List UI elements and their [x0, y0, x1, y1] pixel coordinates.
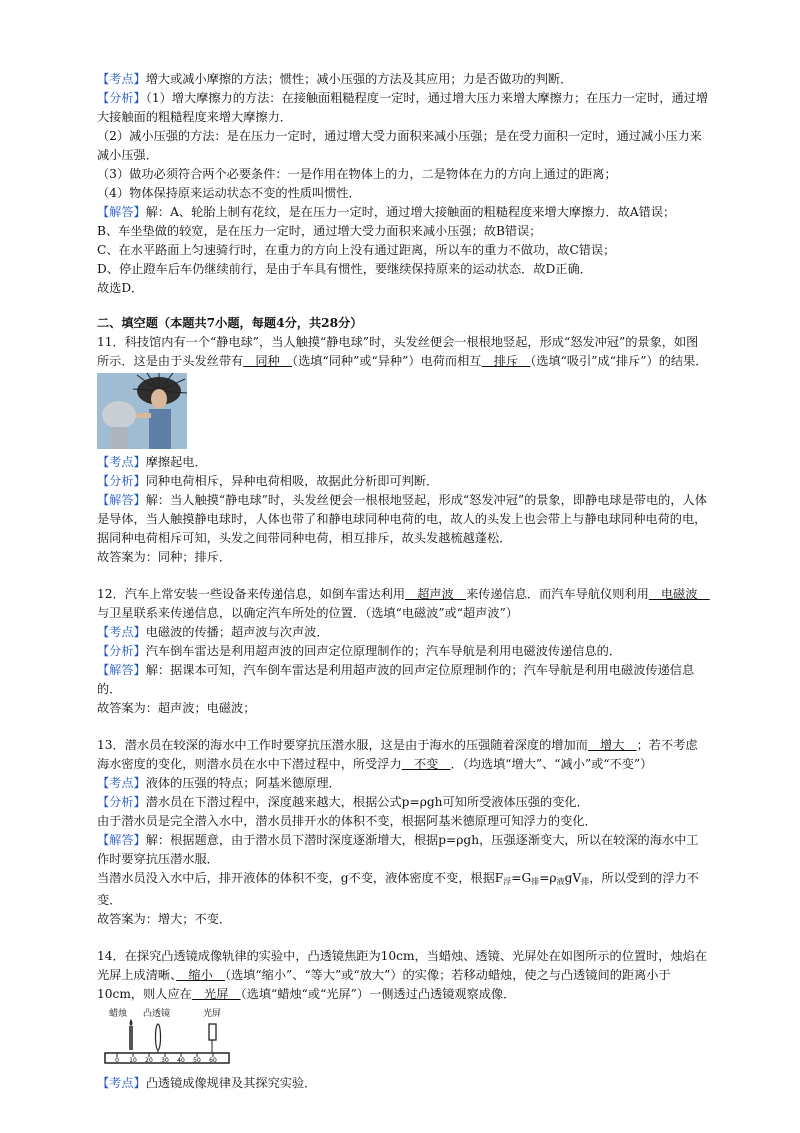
answer-text: 故答案为：超声波；电磁波；	[97, 701, 256, 715]
jieda-text: B、车坐垫做的较宽，是在压力一定时，通过增大受力面积来减小压强；故B错误；	[97, 224, 542, 238]
fenxi-text: 汽车倒车雷达是利用超声波的回声定位原理制作的；汽车导航是利用电磁波传递信息的．	[145, 644, 622, 658]
screen-label: 光屏	[203, 1009, 222, 1019]
fenxi-text: 同种电荷相斥，异种电荷相吸，故据此分析即可判断．	[145, 474, 439, 488]
jieda-text: C、在水平路面上匀速骑行时，在重力的方向上没有通过距离，所以车的重力不做功，故C错误；	[97, 243, 616, 257]
q10-solution	[97, 70, 709, 298]
fenxi-tag: 【分析】	[97, 795, 146, 809]
fenxi-tag: 【分析】	[97, 474, 146, 488]
kaodian-text: 凸透镜成像规律及其探究实验．	[145, 1076, 317, 1090]
fenxi-text: （3）做功必须符合两个必要条件：一是作用在物体上的力，二是物体在力的方向上通过的距离；	[97, 167, 617, 181]
lens-label: 凸透镜	[143, 1009, 171, 1019]
answer-blank: 缩小	[176, 968, 225, 982]
jieda-text: 解：据课本可知，汽车倒车雷达是利用超声波的回声定位原理制作的；汽车导航是利用电磁波传递信息的．	[97, 663, 695, 696]
jieda-text: 解：A、轮胎上制有花纹，是在压力一定时，通过增大接触面的粗糙程度来增大摩擦力．故A错误；	[145, 205, 676, 219]
screen-icon	[209, 1024, 216, 1054]
jieda-tag: 【解答】	[97, 205, 146, 219]
fenxi-tag: 【分析】	[97, 91, 146, 105]
fenxi-text: （4）物体保持原来运动状态不变的性质叫惯性．	[97, 186, 361, 200]
answer-blank: 光屏	[191, 987, 241, 1001]
answer-text: 故答案为：同种；排斥．	[97, 550, 232, 564]
kaodian-text: 摩擦起电．	[145, 455, 207, 469]
fenxi-text: 由于潜水员是完全潜入水中，潜水员排开水的体积不变，根据阿基米德原理可知浮力的变化．	[97, 814, 597, 828]
bench-tick-label: 50	[193, 1057, 201, 1064]
bench-tick-label: 0	[115, 1057, 119, 1064]
optical-bench-diagram	[103, 1006, 233, 1070]
answer-text: 故答案为：增大；不变．	[97, 912, 232, 926]
answer-blank: 增大	[587, 738, 637, 752]
answer-blank: 不变	[401, 757, 451, 771]
answer-blank: 超声波	[405, 587, 466, 601]
q13	[97, 736, 709, 929]
jieda-text: 当潜水员没入水中后，排开液体的体积不变，g不变，液体密度不变，根据$F_浮=G_排=\rho_液gV_排$，所以受到的浮力不变．	[97, 871, 699, 907]
jieda-tag: 【解答】	[97, 663, 146, 677]
kaodian-tag: 【考点】	[97, 1076, 146, 1090]
bench-tick-label: 40	[177, 1057, 185, 1064]
jieda-text: 解：当人触摸“静电球”时，头发丝便会一根根地竖起，形成“怒发冲冠”的景象，即静电球是带电的，人体是导体，当人触摸静电球时，人体也带了和静电球同种电荷的电，故人的头发上也会带上与静电球同种电荷的电，据同种电荷相斥可知，头发之间带同种电荷，相互排斥，故头发越梳越蓬松．	[97, 493, 707, 545]
static-electricity-photo	[97, 373, 187, 449]
q14	[97, 947, 709, 1093]
bench-tick-label: 10	[129, 1057, 137, 1064]
q12	[97, 585, 709, 718]
question-text: 14．在探究凸透镜成像轨律的实验中，凸透镜焦距为10cm，当蜡烛、透镜、光屏处在如图所示的位置时，烛焰在光屏上成清晰、 缩小 （选填“缩小”、“等大”或“放大”）的实像；若移动蜡烛，使之与凸透镜间的距离小于10cm，则人应在 光屏 （选填“蜡烛“或“光屏”）一侧透过凸透镜观察成像．	[97, 949, 708, 1001]
kaodian-tag: 【考点】	[97, 625, 146, 639]
answer-blank: 电磁波	[648, 587, 710, 601]
bench-svg	[103, 1006, 233, 1070]
kaodian-tag: 【考点】	[97, 776, 146, 790]
candle-label: 蜡烛	[109, 1009, 128, 1019]
lens-icon	[156, 1024, 161, 1054]
jieda-tag: 【解答】	[97, 493, 146, 507]
kaodian-tag: 【考点】	[97, 72, 146, 86]
kaodian-text: 液体的压强的特点；阿基米德原理．	[145, 776, 341, 790]
question-text: 11．科技馆内有一个“静电球”，当人触摸“静电球”时，头发丝便会一根根地竖起，形成“怒发冲冠”的景象，如图所示．这是由于头发丝带有 同种 （选填“同种”或“异种”）电荷而相互 排斥 （选填“吸引”成“排斥”）的结果．	[97, 335, 708, 368]
candle-icon	[129, 1019, 133, 1050]
jieda-tag: 【解答】	[97, 833, 146, 847]
document-page	[97, 70, 709, 1093]
bench-tick-label: 20	[145, 1057, 153, 1064]
q11	[97, 333, 709, 567]
question-text: 13．潜水员在较深的海水中工作时要穿抗压潜水服，这是由于海水的压强随着深度的增加而 增大 ；若不考虑海水密度的变化，则潜水员在水中下潜过程中，所受浮力 不变 ．（均选填“增大”、“减小”或“不变”）	[97, 738, 698, 771]
fenxi-text: （1）增大摩擦力的方法：在接触面粗糙程度一定时，通过增大压力来增大摩擦力；在压力一定时，通过增大接触面的粗糙程度来增大摩擦力．	[97, 91, 709, 124]
kaodian-text: 增大或减小摩擦的方法；惯性；减小压强的方法及其应用；力是否做功的判断．	[145, 72, 573, 86]
bench-tick-label: 60	[209, 1057, 217, 1064]
kaodian-tag: 【考点】	[97, 455, 146, 469]
fenxi-text: （2）减小压强的方法：是在压力一定时，通过增大受力面积来减小压强；是在受力面积一定时，通过减小压力来减小压强．	[97, 129, 702, 162]
photo-illustration	[97, 373, 187, 449]
answer-blank: 同种	[243, 354, 292, 368]
question-text: 12．汽车上常安装一些设备来传递信息，如倒车雷达利用 超声波 来传递信息．而汽车导航仪则利用 电磁波 与卫星联系来传递信息，以确定汽车所处的位置．（选填“电磁波”或“超声波”）	[97, 587, 710, 620]
fenxi-tag: 【分析】	[97, 644, 146, 658]
answer-blank: 排斥	[481, 354, 531, 368]
jieda-text: 解：根据题意，由于潜水员下潜时深度逐渐增大，根据p=ρgh，压强逐渐变大，所以在较深的海水中工作时要穿抗压潜水服．	[97, 833, 699, 866]
fenxi-text: 潜水员在下潜过程中，深度越来越大，根据公式p=ρgh可知所受液体压强的变化．	[145, 795, 589, 809]
jieda-text: D、停止蹬车后车仍继续前行，是由于车具有惯性，要继续保持原来的运动状态．故D正确．	[97, 262, 592, 276]
answer-text: 故选D．	[97, 281, 144, 295]
bench-tick-label: 30	[161, 1057, 169, 1064]
section-title: 二、填空题（本题共7小题，每题4分，共28分）	[97, 316, 363, 330]
kaodian-text: 电磁波的传播；超声波与次声波．	[145, 625, 329, 639]
